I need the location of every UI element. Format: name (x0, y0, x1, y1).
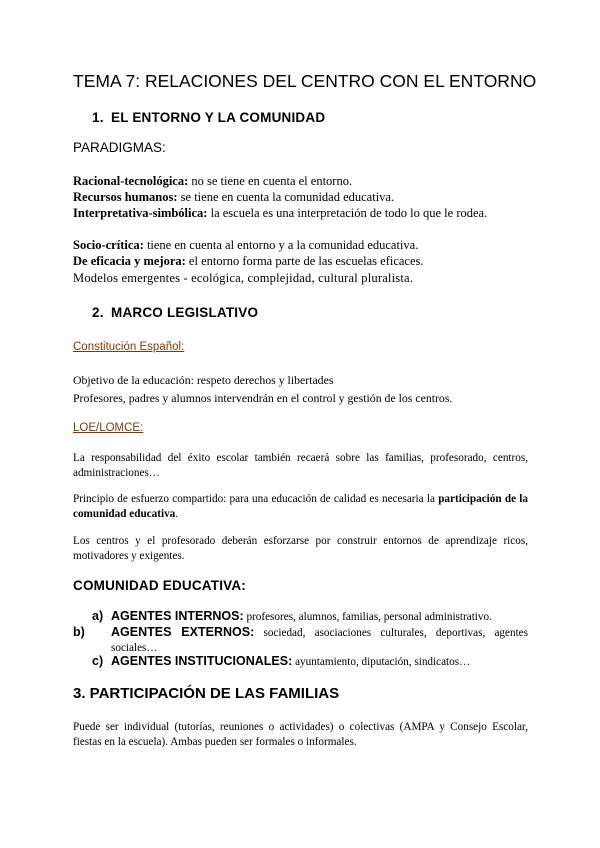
agent-head: AGENTES INTERNOS: (111, 609, 244, 623)
section-heading-familias: 3. PARTICIPACIÓN DE LAS FAMILIAS (73, 685, 340, 702)
comunidad-heading: COMUNIDAD EDUCATIVA: (73, 578, 246, 593)
familias-text: Puede ser individual (tutorías, reuniones o actividades) o colectivas (AMPA y Consejo Escolar, fiestas en la escuela). Ambas pueden ser formales o informales. (73, 721, 528, 748)
agent-head: AGENTES INSTITUCIONALES: (111, 654, 293, 668)
page-title: TEMA 7: RELACIONES DEL CENTRO CON EL ENTORNO (73, 71, 537, 91)
objetivo-text: Objetivo de la educación: respeto derechos y libertades (73, 373, 334, 387)
loe-lomce-heading: LOE/LOMCE: (73, 422, 144, 434)
paradigm-term: Recursos humanos: (73, 190, 178, 204)
paradigm-text: tiene en cuenta al entorno y a la comunidad educativa. (143, 238, 419, 252)
paradigm-text: se tiene en cuenta la comunidad educativa. (177, 190, 395, 204)
section-heading-entorno (92, 110, 325, 125)
agent-head: AGENTES EXTERNOS: (111, 625, 255, 639)
paradigm-item (73, 237, 418, 253)
profesores-text: Profesores, padres y alumnos intervendrán en el control y gestión de los centros. (73, 391, 453, 405)
section-heading-marco (92, 305, 258, 320)
paradigmas-label: PARADIGMAS: (73, 140, 166, 155)
agent-item (92, 609, 492, 623)
centros-text: Los centros y el profesorado deberán esforzarse por construir entornos de aprendizaje ricos, motivadores y exigentes. (73, 535, 528, 562)
agent-text: profesores, alumnos, familias, personal administrativo. (243, 611, 492, 623)
paradigm-term: Socio-crítica: (73, 238, 144, 252)
section-number: 2. (92, 305, 104, 320)
paradigm-term: Interpretativa-simbólica: (73, 206, 208, 220)
principio-pre: Principio de esfuerzo compartido: para una educación de calidad es necesaria la (73, 493, 439, 505)
paradigm-item (73, 253, 424, 269)
agent-text: sociedad, asociaciones culturales, deportivas, agentes sociales… (111, 627, 529, 654)
paradigm-item (73, 173, 352, 189)
paradigm-item (73, 205, 528, 221)
paradigm-term: Racional-tecnológica: (73, 174, 189, 188)
agent-item (92, 654, 470, 668)
principio-post: . (175, 508, 179, 520)
section-number: 1. (92, 110, 104, 125)
agent-marker: c) (92, 654, 104, 668)
paradigm-item (73, 189, 394, 205)
section-title: MARCO LEGISLATIVO (111, 305, 259, 320)
agent-marker: a) (92, 609, 104, 623)
paradigm-text: no se tiene en cuenta el entorno. (188, 174, 353, 188)
paradigm-text: la escuela es una interpretación de todo lo que le rodea. (207, 206, 488, 220)
principio-text (73, 492, 528, 522)
agent-text: ayuntamiento, diputación, sindicatos… (292, 656, 471, 668)
paradigm-text: el entorno forma parte de las escuelas eficaces. (185, 254, 424, 268)
paradigm-term: De eficacia y mejora: (73, 254, 186, 268)
section-title: EL ENTORNO Y LA COMUNIDAD (111, 110, 326, 125)
agent-item (73, 625, 529, 656)
principio-bold: participación de la comunidad educativa (73, 493, 528, 520)
responsabilidad-text: La responsabilidad del éxito escolar también recaerá sobre las familias, profesorado, centros, administraciones… (73, 452, 528, 479)
constitucion-heading: Constitución Español: (73, 341, 185, 353)
agent-marker: b) (73, 625, 85, 639)
modelos-emergentes: Modelos emergentes - ecológica, complejidad, cultural pluralista. (73, 271, 414, 285)
